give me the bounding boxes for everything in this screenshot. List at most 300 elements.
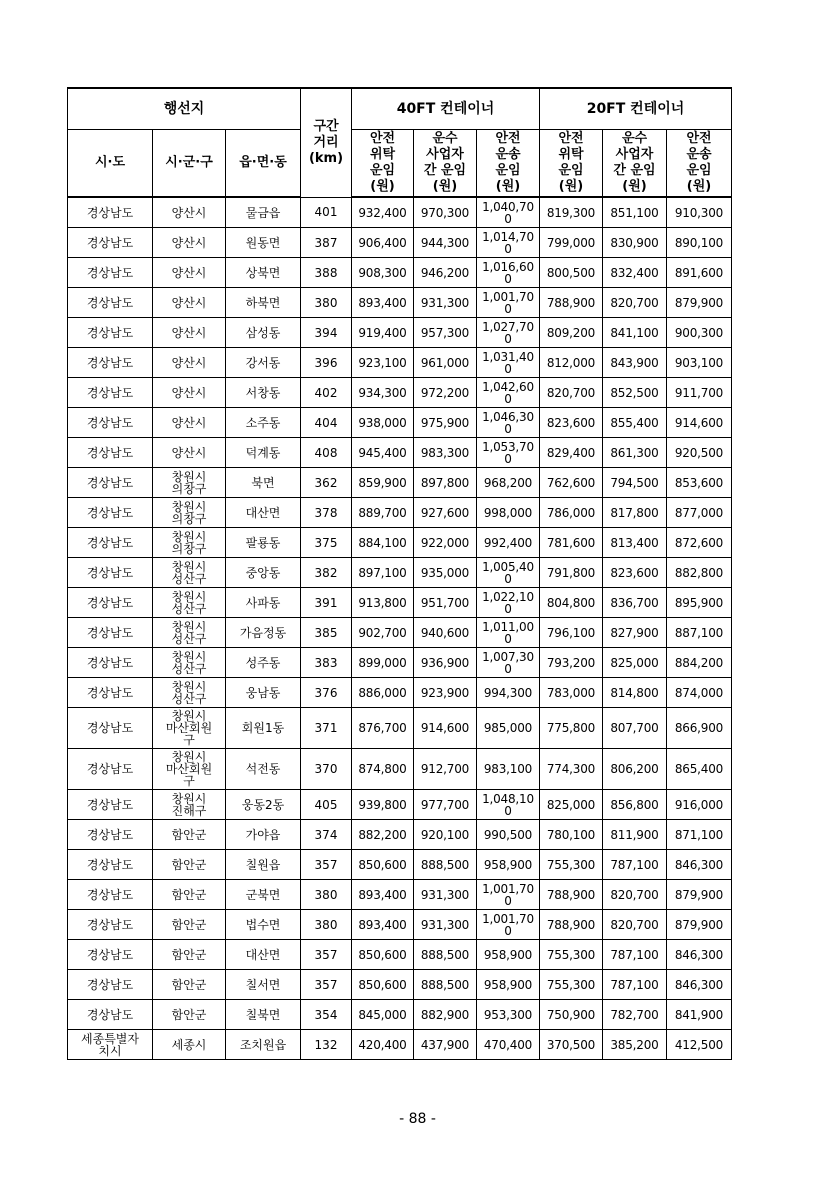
- 40ft-transport-cell: 958,900: [477, 850, 540, 880]
- table-row: [68, 820, 732, 850]
- 20ft-consign-cell: 804,800: [540, 588, 603, 618]
- distance-cell: 357: [301, 970, 352, 1000]
- eupmyeondong-cell: 법수면: [226, 910, 301, 940]
- sido-cell: 경상남도: [68, 790, 153, 820]
- 40ft-transport-cell: 1,022,10 0: [477, 588, 540, 618]
- sigungu-cell: 창원시 성산구: [153, 588, 226, 618]
- 20ft-transport-cell: 920,500: [667, 438, 732, 468]
- distance-cell: 404: [301, 408, 352, 438]
- 40ft-carrier-cell: 888,500: [414, 940, 477, 970]
- 40ft-consign-cell: 876,700: [352, 708, 414, 749]
- sigungu-cell: 양산시: [153, 438, 226, 468]
- 40ft-transport-cell: 1,001,70 0: [477, 910, 540, 940]
- 20ft-carrier-cell: 825,000: [603, 648, 667, 678]
- distance-cell: 405: [301, 790, 352, 820]
- sido-cell: 경상남도: [68, 438, 153, 468]
- 40ft-transport-cell: 1,016,60 0: [477, 258, 540, 288]
- 20ft-carrier-cell: 851,100: [603, 197, 667, 228]
- distance-cell: 362: [301, 468, 352, 498]
- sido-cell: 경상남도: [68, 258, 153, 288]
- 20ft-consign-cell: 788,900: [540, 910, 603, 940]
- distance-cell: 357: [301, 850, 352, 880]
- 40ft-carrier-cell: 920,100: [414, 820, 477, 850]
- table-row: [68, 880, 732, 910]
- 20ft-transport-rate-header: 안전 운송 운임 (원): [667, 130, 732, 198]
- sigungu-cell: 창원시 성산구: [153, 648, 226, 678]
- sido-cell: 경상남도: [68, 288, 153, 318]
- 40ft-transport-cell: 1,027,70 0: [477, 318, 540, 348]
- 40ft-transport-cell: 998,000: [477, 498, 540, 528]
- eupmyeondong-cell: 팔룡동: [226, 528, 301, 558]
- 20ft-carrier-cell: 843,900: [603, 348, 667, 378]
- eupmyeondong-cell: 상북면: [226, 258, 301, 288]
- 20ft-transport-cell: 903,100: [667, 348, 732, 378]
- 20ft-consign-cell: 774,300: [540, 749, 603, 790]
- 20ft-carrier-cell: 861,300: [603, 438, 667, 468]
- 20ft-carrier-cell: 807,700: [603, 708, 667, 749]
- 20ft-transport-cell: 412,500: [667, 1030, 732, 1060]
- eupmyeondong-cell: 대산면: [226, 940, 301, 970]
- sido-cell: 경상남도: [68, 318, 153, 348]
- 20ft-consign-cell: 788,900: [540, 288, 603, 318]
- distance-cell: 374: [301, 820, 352, 850]
- sigungu-cell: 창원시 의창구: [153, 498, 226, 528]
- 40ft-carrier-cell: 888,500: [414, 850, 477, 880]
- 40ft-consign-rate-header: 안전 위탁 운임 (원): [352, 130, 414, 198]
- table-row: [68, 197, 732, 228]
- table-row: [68, 588, 732, 618]
- table-row: [68, 970, 732, 1000]
- 40ft-transport-cell: 983,100: [477, 749, 540, 790]
- 40ft-transport-cell: 985,000: [477, 708, 540, 749]
- table-row: [68, 318, 732, 348]
- table-row: [68, 258, 732, 288]
- 40ft-consign-cell: 913,800: [352, 588, 414, 618]
- table-body: [68, 197, 732, 1060]
- 20ft-carrier-cell: 782,700: [603, 1000, 667, 1030]
- eupmyeondong-cell: 삼성동: [226, 318, 301, 348]
- sigungu-cell: 양산시: [153, 318, 226, 348]
- sido-cell: 경상남도: [68, 558, 153, 588]
- sido-cell: 경상남도: [68, 850, 153, 880]
- 40ft-carrier-cell: 888,500: [414, 970, 477, 1000]
- 40ft-transport-cell: 953,300: [477, 1000, 540, 1030]
- 40ft-carrier-cell: 936,900: [414, 648, 477, 678]
- 20ft-consign-cell: 780,100: [540, 820, 603, 850]
- 40ft-carrier-cell: 437,900: [414, 1030, 477, 1060]
- 20ft-transport-cell: 879,900: [667, 288, 732, 318]
- 40ft-carrier-cell: 977,700: [414, 790, 477, 820]
- 40ft-carrier-cell: 931,300: [414, 288, 477, 318]
- 40ft-carrier-cell: 961,000: [414, 348, 477, 378]
- sigungu-cell: 양산시: [153, 197, 226, 228]
- 40ft-transport-cell: 1,007,30 0: [477, 648, 540, 678]
- 20ft-carrier-cell: 841,100: [603, 318, 667, 348]
- distance-cell: 371: [301, 708, 352, 749]
- 20ft-consign-cell: 793,200: [540, 648, 603, 678]
- 20ft-carrier-cell: 820,700: [603, 880, 667, 910]
- table-row: [68, 850, 732, 880]
- eupmyeondong-cell: 서창동: [226, 378, 301, 408]
- table-row: [68, 528, 732, 558]
- 40ft-transport-cell: 1,005,40 0: [477, 558, 540, 588]
- table-row: [68, 749, 732, 790]
- table-row: [68, 498, 732, 528]
- 40ft-transport-cell: 1,048,10 0: [477, 790, 540, 820]
- 20ft-carrier-rate-header: 운수 사업자 간 운임 (원): [603, 130, 667, 198]
- distance-cell: 378: [301, 498, 352, 528]
- sido-cell: 경상남도: [68, 528, 153, 558]
- table-row: [68, 618, 732, 648]
- 40ft-transport-cell: 958,900: [477, 970, 540, 1000]
- 40ft-carrier-cell: 946,200: [414, 258, 477, 288]
- 20ft-transport-cell: 846,300: [667, 850, 732, 880]
- eupmyeondong-cell: 가야읍: [226, 820, 301, 850]
- 40ft-consign-cell: 899,000: [352, 648, 414, 678]
- sigungu-cell: 함안군: [153, 910, 226, 940]
- 20ft-consign-cell: 750,900: [540, 1000, 603, 1030]
- sido-header: 시·도: [68, 130, 153, 198]
- sido-cell: 경상남도: [68, 588, 153, 618]
- 40ft-transport-cell: 1,011,00 0: [477, 618, 540, 648]
- 20ft-transport-cell: 882,800: [667, 558, 732, 588]
- sido-cell: 경상남도: [68, 348, 153, 378]
- table-row: [68, 228, 732, 258]
- page-number: - 88 -: [399, 1111, 436, 1127]
- 40ft-transport-cell: 1,014,70 0: [477, 228, 540, 258]
- 20ft-consign-rate-header: 안전 위탁 운임 (원): [540, 130, 603, 198]
- sigungu-cell: 함안군: [153, 820, 226, 850]
- sido-cell: 경상남도: [68, 197, 153, 228]
- 40ft-transport-cell: 1,001,70 0: [477, 288, 540, 318]
- 40ft-transport-cell: 968,200: [477, 468, 540, 498]
- 40ft-consign-cell: 850,600: [352, 940, 414, 970]
- 40ft-carrier-cell: 931,300: [414, 910, 477, 940]
- 20ft-carrier-cell: 811,900: [603, 820, 667, 850]
- eupmyeondong-cell: 칠서면: [226, 970, 301, 1000]
- container-20ft-header: 20FT 컨테이너: [540, 88, 732, 130]
- sigungu-cell: 양산시: [153, 258, 226, 288]
- 20ft-transport-cell: 874,000: [667, 678, 732, 708]
- distance-cell: 132: [301, 1030, 352, 1060]
- 20ft-consign-cell: 820,700: [540, 378, 603, 408]
- 20ft-carrier-cell: 814,800: [603, 678, 667, 708]
- sido-cell: 경상남도: [68, 970, 153, 1000]
- 20ft-carrier-cell: 852,500: [603, 378, 667, 408]
- 20ft-carrier-cell: 787,100: [603, 850, 667, 880]
- 40ft-consign-cell: 882,200: [352, 820, 414, 850]
- 40ft-carrier-cell: 975,900: [414, 408, 477, 438]
- eupmyeondong-cell: 하북면: [226, 288, 301, 318]
- 40ft-consign-cell: 850,600: [352, 850, 414, 880]
- sigungu-cell: 함안군: [153, 1000, 226, 1030]
- sido-cell: 경상남도: [68, 378, 153, 408]
- 40ft-consign-cell: 932,400: [352, 197, 414, 228]
- sido-cell: 경상남도: [68, 468, 153, 498]
- eupmyeondong-cell: 웅동2동: [226, 790, 301, 820]
- eupmyeondong-cell: 중앙동: [226, 558, 301, 588]
- 20ft-transport-cell: 890,100: [667, 228, 732, 258]
- 40ft-transport-cell: 470,400: [477, 1030, 540, 1060]
- sigungu-cell: 창원시 마산회원 구: [153, 749, 226, 790]
- distance-cell: 394: [301, 318, 352, 348]
- table-row: [68, 378, 732, 408]
- 40ft-carrier-cell: 951,700: [414, 588, 477, 618]
- table-row: [68, 708, 732, 749]
- 40ft-carrier-cell: 897,800: [414, 468, 477, 498]
- 20ft-transport-cell: 872,600: [667, 528, 732, 558]
- 40ft-carrier-rate-header: 운수 사업자 간 운임 (원): [414, 130, 477, 198]
- 40ft-consign-cell: 908,300: [352, 258, 414, 288]
- 20ft-consign-cell: 370,500: [540, 1030, 603, 1060]
- 40ft-consign-cell: 886,000: [352, 678, 414, 708]
- 20ft-consign-cell: 791,800: [540, 558, 603, 588]
- 20ft-transport-cell: 877,000: [667, 498, 732, 528]
- 20ft-consign-cell: 812,000: [540, 348, 603, 378]
- 20ft-carrier-cell: 823,600: [603, 558, 667, 588]
- sigungu-cell: 함안군: [153, 880, 226, 910]
- 20ft-carrier-cell: 787,100: [603, 940, 667, 970]
- eupmyeondong-header: 읍·면·동: [226, 130, 301, 198]
- 40ft-consign-cell: 859,900: [352, 468, 414, 498]
- distance-cell: 380: [301, 910, 352, 940]
- 20ft-consign-cell: 781,600: [540, 528, 603, 558]
- 40ft-consign-cell: 874,800: [352, 749, 414, 790]
- sido-cell: 경상남도: [68, 678, 153, 708]
- 20ft-carrier-cell: 817,800: [603, 498, 667, 528]
- sido-cell: 경상남도: [68, 749, 153, 790]
- eupmyeondong-cell: 웅남동: [226, 678, 301, 708]
- 20ft-transport-cell: 911,700: [667, 378, 732, 408]
- 40ft-consign-cell: 939,800: [352, 790, 414, 820]
- distance-cell: 391: [301, 588, 352, 618]
- 20ft-transport-cell: 914,600: [667, 408, 732, 438]
- 40ft-carrier-cell: 940,600: [414, 618, 477, 648]
- 20ft-carrier-cell: 855,400: [603, 408, 667, 438]
- table-row: [68, 438, 732, 468]
- table-row: [68, 558, 732, 588]
- 20ft-consign-cell: 799,000: [540, 228, 603, 258]
- 40ft-transport-cell: 1,040,70 0: [477, 197, 540, 228]
- 40ft-consign-cell: 850,600: [352, 970, 414, 1000]
- 20ft-consign-cell: 825,000: [540, 790, 603, 820]
- 20ft-consign-cell: 755,300: [540, 850, 603, 880]
- freight-rate-table: [67, 87, 732, 1060]
- 40ft-consign-cell: 884,100: [352, 528, 414, 558]
- 40ft-consign-cell: 923,100: [352, 348, 414, 378]
- table-row: [68, 288, 732, 318]
- eupmyeondong-cell: 원동면: [226, 228, 301, 258]
- distance-cell: 383: [301, 648, 352, 678]
- 40ft-transport-cell: 1,042,60 0: [477, 378, 540, 408]
- distance-cell: 380: [301, 288, 352, 318]
- 20ft-transport-cell: 846,300: [667, 940, 732, 970]
- sigungu-cell: 창원시 진해구: [153, 790, 226, 820]
- 40ft-carrier-cell: 972,200: [414, 378, 477, 408]
- 20ft-transport-cell: 879,900: [667, 910, 732, 940]
- 40ft-consign-cell: 893,400: [352, 880, 414, 910]
- 20ft-carrier-cell: 794,500: [603, 468, 667, 498]
- distance-cell: 388: [301, 258, 352, 288]
- eupmyeondong-cell: 회원1동: [226, 708, 301, 749]
- 40ft-consign-cell: 934,300: [352, 378, 414, 408]
- 40ft-consign-cell: 945,400: [352, 438, 414, 468]
- 40ft-consign-cell: 889,700: [352, 498, 414, 528]
- 20ft-consign-cell: 796,100: [540, 618, 603, 648]
- 20ft-transport-cell: 871,100: [667, 820, 732, 850]
- distance-cell: 387: [301, 228, 352, 258]
- 40ft-transport-cell: 992,400: [477, 528, 540, 558]
- 40ft-transport-cell: 1,053,70 0: [477, 438, 540, 468]
- distance-header: 구간 거리 (km): [301, 88, 352, 197]
- 20ft-carrier-cell: 827,900: [603, 618, 667, 648]
- sigungu-cell: 세종시: [153, 1030, 226, 1060]
- destination-header: 행선지: [68, 88, 301, 130]
- sigungu-cell: 창원시 성산구: [153, 558, 226, 588]
- sido-cell: 경상남도: [68, 880, 153, 910]
- eupmyeondong-cell: 칠원읍: [226, 850, 301, 880]
- sido-cell: 경상남도: [68, 498, 153, 528]
- sido-cell: 경상남도: [68, 1000, 153, 1030]
- 40ft-transport-rate-header: 안전 운송 운임 (원): [477, 130, 540, 198]
- 20ft-transport-cell: 865,400: [667, 749, 732, 790]
- 40ft-transport-cell: 990,500: [477, 820, 540, 850]
- 40ft-transport-cell: 994,300: [477, 678, 540, 708]
- eupmyeondong-cell: 북면: [226, 468, 301, 498]
- distance-cell: 376: [301, 678, 352, 708]
- 20ft-carrier-cell: 787,100: [603, 970, 667, 1000]
- 40ft-consign-cell: 902,700: [352, 618, 414, 648]
- table-row: [68, 790, 732, 820]
- 40ft-carrier-cell: 970,300: [414, 197, 477, 228]
- eupmyeondong-cell: 가음정동: [226, 618, 301, 648]
- 40ft-consign-cell: 420,400: [352, 1030, 414, 1060]
- sigungu-cell: 양산시: [153, 348, 226, 378]
- 20ft-consign-cell: 755,300: [540, 940, 603, 970]
- distance-cell: 396: [301, 348, 352, 378]
- 40ft-transport-cell: 958,900: [477, 940, 540, 970]
- 20ft-carrier-cell: 832,400: [603, 258, 667, 288]
- distance-cell: 370: [301, 749, 352, 790]
- sigungu-cell: 양산시: [153, 228, 226, 258]
- sigungu-cell: 함안군: [153, 940, 226, 970]
- eupmyeondong-cell: 조치원읍: [226, 1030, 301, 1060]
- eupmyeondong-cell: 소주동: [226, 408, 301, 438]
- 20ft-consign-cell: 809,200: [540, 318, 603, 348]
- 40ft-consign-cell: 938,000: [352, 408, 414, 438]
- table-row: [68, 408, 732, 438]
- 20ft-transport-cell: 887,100: [667, 618, 732, 648]
- 20ft-transport-cell: 879,900: [667, 880, 732, 910]
- distance-cell: 385: [301, 618, 352, 648]
- 20ft-carrier-cell: 813,400: [603, 528, 667, 558]
- 40ft-consign-cell: 893,400: [352, 288, 414, 318]
- table-row: [68, 1030, 732, 1060]
- 20ft-carrier-cell: 856,800: [603, 790, 667, 820]
- table-row: [68, 678, 732, 708]
- 40ft-transport-cell: 1,046,30 0: [477, 408, 540, 438]
- 40ft-carrier-cell: 882,900: [414, 1000, 477, 1030]
- 40ft-carrier-cell: 912,700: [414, 749, 477, 790]
- sigungu-cell: 창원시 마산회원 구: [153, 708, 226, 749]
- 20ft-consign-cell: 762,600: [540, 468, 603, 498]
- 20ft-transport-cell: 916,000: [667, 790, 732, 820]
- 20ft-consign-cell: 786,000: [540, 498, 603, 528]
- table-row: [68, 648, 732, 678]
- sido-cell: 경상남도: [68, 408, 153, 438]
- 20ft-carrier-cell: 830,900: [603, 228, 667, 258]
- distance-cell: 375: [301, 528, 352, 558]
- 20ft-consign-cell: 819,300: [540, 197, 603, 228]
- eupmyeondong-cell: 칠북면: [226, 1000, 301, 1030]
- eupmyeondong-cell: 물금읍: [226, 197, 301, 228]
- table-row: [68, 468, 732, 498]
- distance-cell: 357: [301, 940, 352, 970]
- 20ft-consign-cell: 755,300: [540, 970, 603, 1000]
- sigungu-cell: 창원시 의창구: [153, 468, 226, 498]
- 40ft-consign-cell: 845,000: [352, 1000, 414, 1030]
- 20ft-consign-cell: 823,600: [540, 408, 603, 438]
- eupmyeondong-cell: 군북면: [226, 880, 301, 910]
- 20ft-transport-cell: 910,300: [667, 197, 732, 228]
- container-40ft-header: 40FT 컨테이너: [352, 88, 540, 130]
- 20ft-transport-cell: 895,900: [667, 588, 732, 618]
- 40ft-carrier-cell: 927,600: [414, 498, 477, 528]
- sigungu-cell: 창원시 성산구: [153, 618, 226, 648]
- sigungu-cell: 양산시: [153, 408, 226, 438]
- sido-cell: 경상남도: [68, 940, 153, 970]
- sido-cell: 경상남도: [68, 228, 153, 258]
- table-row: [68, 910, 732, 940]
- eupmyeondong-cell: 사파동: [226, 588, 301, 618]
- sido-cell: 경상남도: [68, 820, 153, 850]
- sido-cell: 경상남도: [68, 708, 153, 749]
- distance-cell: 354: [301, 1000, 352, 1030]
- 20ft-carrier-cell: 820,700: [603, 288, 667, 318]
- 40ft-carrier-cell: 923,900: [414, 678, 477, 708]
- sido-cell: 경상남도: [68, 618, 153, 648]
- 20ft-transport-cell: 891,600: [667, 258, 732, 288]
- sigungu-cell: 창원시 의창구: [153, 528, 226, 558]
- 20ft-carrier-cell: 836,700: [603, 588, 667, 618]
- 20ft-carrier-cell: 385,200: [603, 1030, 667, 1060]
- 20ft-consign-cell: 788,900: [540, 880, 603, 910]
- 20ft-consign-cell: 800,500: [540, 258, 603, 288]
- sido-cell: 경상남도: [68, 648, 153, 678]
- 40ft-carrier-cell: 944,300: [414, 228, 477, 258]
- 20ft-transport-cell: 846,300: [667, 970, 732, 1000]
- eupmyeondong-cell: 강서동: [226, 348, 301, 378]
- 20ft-consign-cell: 783,000: [540, 678, 603, 708]
- eupmyeondong-cell: 성주동: [226, 648, 301, 678]
- 40ft-carrier-cell: 935,000: [414, 558, 477, 588]
- 20ft-transport-cell: 853,600: [667, 468, 732, 498]
- 40ft-transport-cell: 1,001,70 0: [477, 880, 540, 910]
- 40ft-consign-cell: 897,100: [352, 558, 414, 588]
- distance-cell: 382: [301, 558, 352, 588]
- 40ft-carrier-cell: 931,300: [414, 880, 477, 910]
- eupmyeondong-cell: 대산면: [226, 498, 301, 528]
- sigungu-cell: 창원시 성산구: [153, 678, 226, 708]
- 20ft-carrier-cell: 820,700: [603, 910, 667, 940]
- 40ft-consign-cell: 906,400: [352, 228, 414, 258]
- sigungu-header: 시·군·구: [153, 130, 226, 198]
- eupmyeondong-cell: 석전동: [226, 749, 301, 790]
- eupmyeondong-cell: 덕계동: [226, 438, 301, 468]
- 40ft-consign-cell: 919,400: [352, 318, 414, 348]
- table-row: [68, 1000, 732, 1030]
- sido-cell: 경상남도: [68, 910, 153, 940]
